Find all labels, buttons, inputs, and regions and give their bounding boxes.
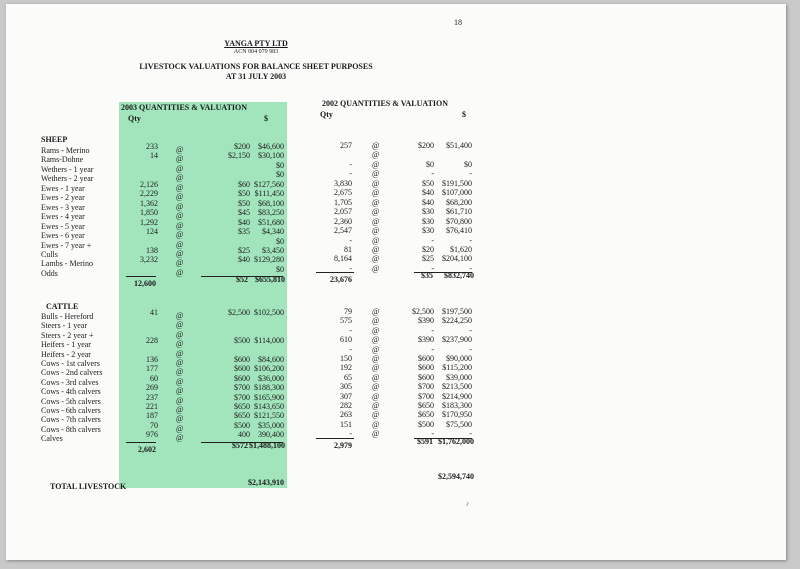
cattle-value-2002: $183,300 bbox=[442, 401, 472, 410]
cattle-price-2002: $390 bbox=[418, 335, 434, 345]
sheep-price-2002: $30 bbox=[422, 216, 434, 226]
sheep-total-avg-2002: $35 bbox=[421, 271, 433, 280]
cattle-at-2003: @ bbox=[176, 405, 184, 414]
cattle-qty-2002: - bbox=[349, 344, 352, 354]
cattle-row-label: Cows - 6th calvers bbox=[41, 406, 101, 415]
sheep-qty-2002: - bbox=[349, 159, 352, 169]
sheep-value-2002: $0 bbox=[464, 159, 472, 169]
sheep-qty-2003: 3,232 bbox=[140, 255, 158, 265]
sheep-value-2003: $83,250 bbox=[258, 208, 284, 218]
cattle-qty-2003: 41 bbox=[150, 308, 158, 317]
cattle-value-2003: $121,550 bbox=[254, 411, 284, 421]
scan-speck bbox=[466, 502, 468, 506]
cattle-price-2003: $700 bbox=[234, 383, 250, 393]
sheep-value-2003: $68,100 bbox=[258, 198, 284, 208]
sheep-value-2002: - bbox=[469, 235, 472, 245]
cattle-qty-2002: 305 bbox=[340, 382, 352, 392]
cattle-at-2002: @ bbox=[372, 307, 380, 316]
cattle-price-2002: $600 bbox=[418, 372, 434, 382]
cattle-row-label: Cows - 5th calvers bbox=[41, 396, 101, 406]
company-name: YANGA PTY LTD bbox=[224, 39, 288, 48]
cattle-at-2002: @ bbox=[372, 372, 380, 382]
sheep-qty-2002: 257 bbox=[340, 141, 352, 150]
sheep-at-2002: @ bbox=[372, 235, 380, 245]
cattle-total-qty-2003: 2,602 bbox=[138, 445, 156, 454]
cattle-value-2003: $165,900 bbox=[254, 392, 284, 402]
cattle-value-2002: $224,250 bbox=[442, 316, 472, 326]
sheep-at-2003: @ bbox=[176, 192, 184, 202]
cattle-at-2003: @ bbox=[176, 433, 184, 443]
cattle-at-2002: @ bbox=[372, 382, 380, 392]
sheep-price-2002: $30 bbox=[422, 207, 434, 217]
cattle-price-2003: $500 bbox=[234, 336, 250, 346]
page-number: 18 bbox=[454, 18, 462, 27]
cattle-qty-2003: 228 bbox=[146, 336, 158, 346]
cattle-at-2002: @ bbox=[372, 401, 380, 410]
cattle-value-2002: $90,000 bbox=[446, 354, 472, 363]
cattle-value-2002: $214,900 bbox=[442, 391, 472, 401]
cattle-qty-2003: 60 bbox=[150, 373, 158, 383]
sheep-total-qty-2002: 23,676 bbox=[330, 275, 352, 284]
sheep-qty-2003: 1,362 bbox=[140, 198, 158, 208]
cattle-value-2002: $197,500 bbox=[442, 307, 472, 316]
sheep-price-2002: - bbox=[431, 169, 434, 179]
cattle-value-2002: $115,200 bbox=[442, 363, 472, 373]
dollar-header-2002: $ bbox=[462, 110, 466, 119]
sheep-value-2002: - bbox=[469, 263, 472, 273]
sheep-at-2002: @ bbox=[372, 150, 380, 160]
cattle-price-2003: $500 bbox=[234, 420, 250, 430]
cattle-at-2002: @ bbox=[372, 363, 380, 373]
cattle-row-label: Cows - 3rd calves bbox=[41, 377, 99, 387]
sheep-row-label: Ewes - 3 year bbox=[41, 202, 85, 212]
cattle-value-2003: $188,300 bbox=[254, 383, 284, 393]
report-subtitle: AT 31 JULY 2003 bbox=[225, 72, 287, 81]
cattle-at-2002: @ bbox=[372, 429, 380, 439]
sheep-qty-2003: 233 bbox=[146, 142, 158, 151]
cattle-at-2003: @ bbox=[176, 414, 184, 424]
sheep-value-2003: $51,680 bbox=[258, 217, 284, 227]
cattle-total-value-2002: $1,762,000 bbox=[438, 437, 474, 446]
cattle-at-2003: @ bbox=[176, 395, 184, 405]
sheep-price-2003: $40 bbox=[238, 217, 250, 227]
sheep-value-2003: $46,600 bbox=[258, 142, 284, 151]
cattle-value-2002: $170,950 bbox=[442, 410, 472, 420]
sheep-qty-2003: 2,229 bbox=[140, 189, 158, 199]
cattle-qty-2002: - bbox=[349, 325, 352, 335]
sheep-qty-2003: 1,850 bbox=[140, 208, 158, 218]
cattle-qty-2002: 192 bbox=[340, 363, 352, 373]
sheep-total-qty-2003: 12,600 bbox=[134, 279, 156, 288]
sheep-price-2003: $200 bbox=[234, 142, 250, 151]
cattle-value-2003: $114,000 bbox=[254, 336, 284, 346]
sheep-qty-2002: - bbox=[349, 169, 352, 179]
sheep-qty-2002: 8,164 bbox=[334, 254, 352, 264]
cattle-at-2003: @ bbox=[176, 358, 184, 367]
sheep-qty-2003: 2,126 bbox=[140, 179, 158, 189]
header-2002: 2002 QUANTITIES & VALUATION bbox=[322, 99, 449, 108]
dollar-header-2003: $ bbox=[264, 114, 268, 123]
sheep-at-2002: @ bbox=[372, 216, 380, 226]
cattle-value-2003: $102,500 bbox=[254, 308, 284, 317]
sheep-row-label: Rams-Dohne bbox=[41, 155, 84, 165]
sheep-qty-2002: - bbox=[349, 235, 352, 245]
sheep-value-2003: $0 bbox=[276, 236, 284, 246]
cattle-row-label: Bulls - Hereford bbox=[41, 312, 94, 321]
sheep-at-2003: @ bbox=[176, 239, 184, 249]
cattle-at-2003: @ bbox=[176, 348, 184, 358]
sheep-price-2002: $40 bbox=[422, 188, 434, 198]
cattle-price-2003: $600 bbox=[234, 373, 250, 383]
sheep-at-2002: @ bbox=[372, 244, 380, 254]
cattle-heading: CATTLE bbox=[46, 302, 79, 311]
sheep-price-2003: $50 bbox=[238, 198, 250, 208]
sheep-qty-2003: 138 bbox=[146, 245, 158, 255]
sheep-at-2003: @ bbox=[176, 163, 184, 173]
cattle-qty-2003: 237 bbox=[146, 392, 158, 402]
sheep-row-label: Wethers - 2 year bbox=[41, 174, 94, 184]
cattle-value-2003: $36,000 bbox=[258, 373, 284, 383]
cattle-value-2002: $75,500 bbox=[446, 419, 472, 429]
cattle-value-2003: $143,650 bbox=[254, 402, 284, 411]
sheep-row-label: Wethers - 1 year bbox=[41, 164, 94, 174]
sheep-value-2003: $0 bbox=[276, 264, 284, 274]
sheep-price-2003: $35 bbox=[238, 227, 250, 237]
cattle-value-2002: $213,500 bbox=[442, 382, 472, 392]
sheep-row-label: Ewes - 7 year + bbox=[41, 240, 92, 250]
total-livestock-2002: $2,594,740 bbox=[438, 472, 474, 481]
cattle-price-2002: - bbox=[431, 325, 434, 335]
sheep-qty-2003: 124 bbox=[146, 227, 158, 237]
cattle-value-2003: $106,200 bbox=[254, 364, 284, 374]
sheep-value-2003: $4,340 bbox=[262, 227, 284, 237]
sheep-value-2002: $68,200 bbox=[446, 197, 472, 207]
cattle-price-2003: $650 bbox=[234, 402, 250, 411]
cattle-value-2003: 390,400 bbox=[258, 430, 284, 440]
sheep-qty-2002: 2,675 bbox=[334, 188, 352, 198]
cattle-price-2003: 400 bbox=[238, 430, 250, 440]
header-2003: 2003 QUANTITIES & VALUATION bbox=[121, 103, 248, 112]
sheep-at-2003: @ bbox=[176, 145, 184, 154]
sheep-price-2002: $40 bbox=[422, 197, 434, 207]
sheep-qty-2002: 81 bbox=[344, 244, 352, 254]
sheep-price-2002: - bbox=[431, 235, 434, 245]
cattle-qty-2002: 282 bbox=[340, 401, 352, 410]
sheep-at-2002: @ bbox=[372, 178, 380, 188]
cattle-at-2003: @ bbox=[176, 367, 184, 377]
sheep-total-value-2003: $655,810 bbox=[255, 275, 285, 284]
cattle-at-2003: @ bbox=[176, 386, 184, 396]
sheep-price-2002: $0 bbox=[426, 159, 434, 169]
cattle-total-avg-2002: $591 bbox=[417, 437, 433, 446]
cattle-row-label: Heifers - 1 year bbox=[41, 340, 91, 350]
sheep-at-2002: @ bbox=[372, 226, 380, 236]
cattle-row-label: Cows - 1st calvers bbox=[41, 359, 100, 368]
cattle-price-2002: $700 bbox=[418, 382, 434, 392]
sheep-price-2003: $2,150 bbox=[228, 151, 250, 161]
sheep-value-2002: $191,500 bbox=[442, 178, 472, 188]
sheep-value-2002: $76,410 bbox=[446, 226, 472, 236]
sheep-price-2002: $30 bbox=[422, 226, 434, 236]
cattle-row-label: Steers - 2 year + bbox=[41, 330, 94, 340]
sheep-at-2003: @ bbox=[176, 230, 184, 240]
sheep-at-2003: @ bbox=[176, 173, 184, 183]
cattle-at-2002: @ bbox=[372, 316, 380, 326]
cattle-total-value-2003: $1,488,100 bbox=[249, 441, 285, 450]
cattle-qty-2003: 136 bbox=[146, 355, 158, 364]
sheep-row-label: Ewes - 5 year bbox=[41, 221, 85, 231]
sheep-qty-2003: 1,292 bbox=[140, 217, 158, 227]
cattle-qty-2002: - bbox=[349, 429, 352, 439]
sheep-price-2003: $60 bbox=[238, 179, 250, 189]
cattle-at-2002: @ bbox=[372, 419, 380, 429]
sheep-row-label: Lambs - Merino bbox=[41, 259, 93, 269]
sheep-row-label: Ewes - 4 year bbox=[41, 212, 85, 222]
sheep-value-2002: - bbox=[469, 169, 472, 179]
sheep-at-2003: @ bbox=[176, 258, 184, 268]
sheep-at-2002: @ bbox=[372, 263, 380, 273]
sheep-row-label: Odds bbox=[41, 268, 58, 278]
cattle-price-2002: $700 bbox=[418, 391, 434, 401]
cattle-price-2003: $600 bbox=[234, 355, 250, 364]
sheep-at-2003: @ bbox=[176, 154, 184, 164]
sheep-price-2003: $50 bbox=[238, 189, 250, 199]
cattle-at-2002: @ bbox=[372, 410, 380, 420]
sheep-value-2002: $204,100 bbox=[442, 254, 472, 264]
sheep-qty-2002: 2,360 bbox=[334, 216, 352, 226]
sheep-at-2003: @ bbox=[176, 267, 184, 277]
cattle-row-label: Heifers - 2 year bbox=[41, 349, 91, 359]
cattle-at-2003: @ bbox=[176, 329, 184, 339]
report-title: LIVESTOCK VALUATIONS FOR BALANCE SHEET PURPOSES bbox=[139, 62, 373, 71]
sheep-value-2003: $111,450 bbox=[254, 189, 284, 199]
sheep-value-2003: $30,100 bbox=[258, 151, 284, 161]
cattle-at-2003: @ bbox=[176, 320, 184, 330]
cattle-qty-2002: 79 bbox=[344, 307, 352, 316]
cattle-value-2002: - bbox=[469, 325, 472, 335]
sheep-at-2003: @ bbox=[176, 220, 184, 230]
cattle-at-2003: @ bbox=[176, 339, 184, 349]
sheep-value-2003: $0 bbox=[276, 170, 284, 180]
total-livestock-label: TOTAL LIVESTOCK bbox=[50, 482, 127, 491]
sheep-heading: SHEEP bbox=[41, 135, 68, 144]
cattle-at-2003: @ bbox=[176, 376, 184, 386]
sheep-row-label: Ewes - 6 year bbox=[41, 231, 85, 241]
sheep-price-2002: $25 bbox=[422, 254, 434, 264]
cattle-price-2002: $650 bbox=[418, 410, 434, 420]
sheep-price-2003: $45 bbox=[238, 208, 250, 218]
cattle-at-2002: @ bbox=[372, 354, 380, 363]
sheep-qty-2002: 2,057 bbox=[334, 207, 352, 217]
cattle-value-2003: $35,000 bbox=[258, 420, 284, 430]
cattle-price-2003: $650 bbox=[234, 411, 250, 421]
cattle-price-2002: $390 bbox=[418, 316, 434, 326]
cattle-qty-2002: 150 bbox=[340, 354, 352, 363]
cattle-at-2002: @ bbox=[372, 391, 380, 401]
sheep-at-2003: @ bbox=[176, 211, 184, 221]
sheep-value-2002: $70,800 bbox=[446, 216, 472, 226]
sheep-value-2003: $129,280 bbox=[254, 255, 284, 265]
sheep-qty-2002: 1,705 bbox=[334, 197, 352, 207]
sheep-value-2003: $3,450 bbox=[262, 245, 284, 255]
document-page bbox=[6, 4, 786, 560]
sheep-row-label: Ewes - 2 year bbox=[41, 193, 85, 203]
cattle-price-2002: $2,500 bbox=[412, 307, 434, 316]
sheep-qty-2002: 2,547 bbox=[334, 226, 352, 236]
cattle-qty-2003: 976 bbox=[146, 430, 158, 440]
sheep-price-2002: - bbox=[431, 263, 434, 273]
cattle-price-2003: $700 bbox=[234, 392, 250, 402]
cattle-row-label: Cows - 8th calvers bbox=[41, 424, 101, 434]
sheep-row-label: Culls bbox=[41, 249, 58, 259]
sheep-qty-2003: 14 bbox=[150, 151, 158, 161]
cattle-at-2003: @ bbox=[176, 311, 184, 320]
cattle-row-label: Calves bbox=[41, 434, 63, 444]
cattle-price-2003: $600 bbox=[234, 364, 250, 374]
sheep-price-2002: $50 bbox=[422, 178, 434, 188]
cattle-qty-2002: 151 bbox=[340, 419, 352, 429]
sheep-price-2003: $40 bbox=[238, 255, 250, 265]
sheep-at-2002: @ bbox=[372, 159, 380, 169]
cattle-value-2003: $84,600 bbox=[258, 355, 284, 364]
sheep-at-2002: @ bbox=[372, 207, 380, 217]
cattle-qty-2003: 177 bbox=[146, 364, 158, 374]
sheep-total-avg-2003: $52 bbox=[236, 275, 248, 284]
cattle-qty-2002: 575 bbox=[340, 316, 352, 326]
sheep-total-value-2002: $832,740 bbox=[444, 271, 474, 280]
cattle-qty-2002: 610 bbox=[340, 335, 352, 345]
sheep-at-2002: @ bbox=[372, 197, 380, 207]
sheep-value-2002: $107,000 bbox=[442, 188, 472, 198]
qty-header-2002: Qty bbox=[320, 110, 333, 119]
cattle-row-label: Cows - 4th calvers bbox=[41, 387, 101, 397]
sheep-at-2002: @ bbox=[372, 254, 380, 264]
sheep-price-2002: $200 bbox=[418, 141, 434, 150]
sheep-at-2002: @ bbox=[372, 141, 380, 150]
cattle-price-2002: - bbox=[431, 344, 434, 354]
cattle-at-2002: @ bbox=[372, 335, 380, 345]
sheep-row-label: Ewes - 1 year bbox=[41, 183, 85, 193]
cattle-value-2002: - bbox=[469, 429, 472, 439]
cattle-row-label: Steers - 1 year bbox=[41, 321, 87, 331]
sheep-value-2002: $1,620 bbox=[450, 244, 472, 254]
cattle-qty-2003: 187 bbox=[146, 411, 158, 421]
cattle-value-2002: - bbox=[469, 344, 472, 354]
cattle-price-2003: $2,500 bbox=[228, 308, 250, 317]
sheep-price-2002: $20 bbox=[422, 244, 434, 254]
cattle-price-2002: $500 bbox=[418, 419, 434, 429]
total-livestock-2003: $2,143,910 bbox=[248, 478, 284, 487]
cattle-price-2002: $600 bbox=[418, 363, 434, 373]
sheep-value-2002: $51,400 bbox=[446, 141, 472, 150]
sheep-value-2003: $127,560 bbox=[254, 179, 284, 189]
cattle-row-label: Cows - 7th calvers bbox=[41, 415, 101, 425]
cattle-qty-2003: 221 bbox=[146, 402, 158, 411]
cattle-row-label: Cows - 2nd calvers bbox=[41, 368, 103, 378]
cattle-price-2002: - bbox=[431, 429, 434, 439]
cattle-at-2002: @ bbox=[372, 344, 380, 354]
sheep-qty-2002: 3,830 bbox=[334, 178, 352, 188]
company-acn: ACN 004 079 983 bbox=[233, 49, 279, 55]
cattle-qty-2003: 70 bbox=[150, 420, 158, 430]
cattle-price-2002: $600 bbox=[418, 354, 434, 363]
sheep-at-2003: @ bbox=[176, 248, 184, 258]
cattle-total-avg-2003: $572 bbox=[232, 441, 248, 450]
cattle-price-2002: $650 bbox=[418, 401, 434, 410]
cattle-qty-2002: 263 bbox=[340, 410, 352, 420]
sheep-at-2003: @ bbox=[176, 201, 184, 211]
sheep-price-2003: $25 bbox=[238, 245, 250, 255]
cattle-qty-2003: 269 bbox=[146, 383, 158, 393]
cattle-value-2002: $39,000 bbox=[446, 372, 472, 382]
cattle-total-qty-2002: 2,979 bbox=[334, 441, 352, 450]
cattle-at-2003: @ bbox=[176, 423, 184, 433]
cattle-value-2002: $237,900 bbox=[442, 335, 472, 345]
sheep-at-2002: @ bbox=[372, 188, 380, 198]
cattle-qty-2002: 307 bbox=[340, 391, 352, 401]
qty-header-2003: Qty bbox=[128, 114, 141, 123]
sheep-at-2002: @ bbox=[372, 169, 380, 179]
sheep-at-2003: @ bbox=[176, 182, 184, 192]
cattle-qty-2002: 65 bbox=[344, 372, 352, 382]
sheep-value-2003: $0 bbox=[276, 160, 284, 170]
cattle-at-2002: @ bbox=[372, 325, 380, 335]
sheep-value-2002: $61,710 bbox=[446, 207, 472, 217]
sheep-qty-2002: - bbox=[349, 263, 352, 273]
sheep-row-label: Rams - Merino bbox=[41, 146, 90, 155]
